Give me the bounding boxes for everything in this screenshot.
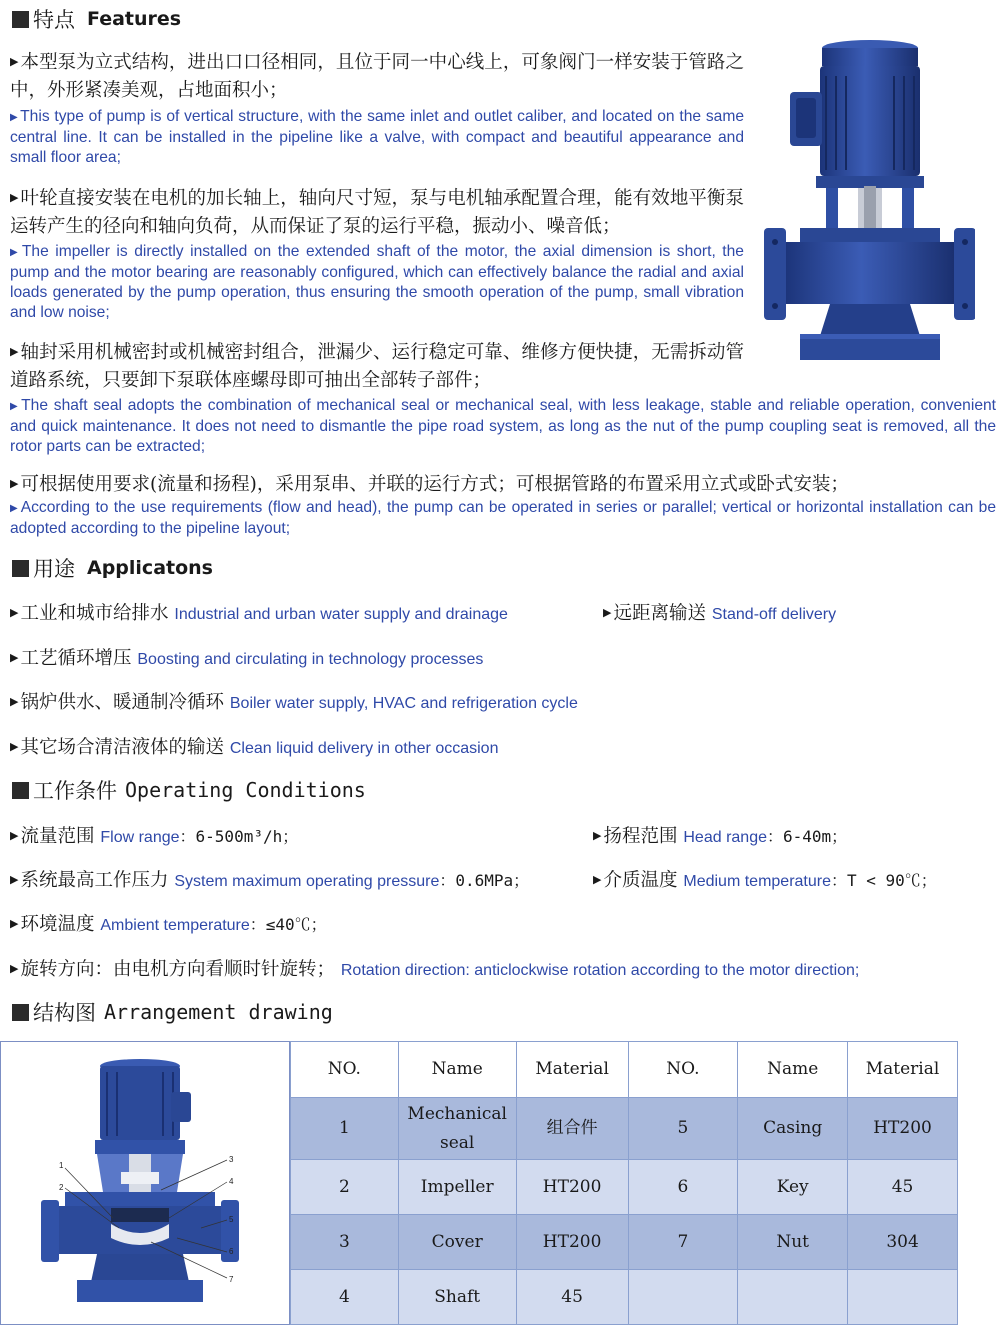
conditions-heading-zh: 工作条件 [33, 779, 117, 803]
feature-4-zh: ▶ 可根据使用要求(流量和扬程)，采用泵串、并联的运行方式；可根据管路的布置采用立式或卧式安装； [10, 474, 849, 495]
table-header-cell: Name [738, 1042, 848, 1098]
table-cell: Shaft [398, 1270, 516, 1325]
table-cell: 45 [848, 1160, 958, 1215]
triangle-bullet-icon: ▶ [10, 740, 19, 753]
triangle-bullet-icon: ▶ [10, 345, 19, 358]
square-bullet-icon [12, 782, 29, 799]
triangle-bullet-icon: ▶ [603, 606, 612, 619]
table-cell: 4 [291, 1270, 399, 1325]
triangle-bullet-icon: ▶ [10, 962, 19, 975]
condition-max-pressure: ▶ 系统最高工作压力 System maximum operating pressure：0.6MPa； [10, 870, 530, 891]
callout-7: 7 [229, 1275, 234, 1284]
application-item: ▶ 其它场合清洁液体的输送 Clean liquid delivery in other occasion [10, 737, 499, 758]
callout-6: 6 [229, 1247, 234, 1256]
table-header-cell: Material [516, 1042, 628, 1098]
table-header-cell: Name [398, 1042, 516, 1098]
arrangement-heading-zh: 结构图 [33, 1001, 96, 1025]
triangle-bullet-icon: ▶ [10, 503, 19, 514]
table-cell [628, 1270, 738, 1325]
table-cell: 1 [291, 1098, 399, 1160]
triangle-bullet-icon: ▶ [10, 112, 19, 123]
triangle-bullet-icon: ▶ [10, 829, 19, 842]
triangle-bullet-icon: ▶ [10, 247, 20, 258]
table-cell: HT200 [516, 1215, 628, 1270]
triangle-bullet-icon: ▶ [593, 873, 602, 886]
table-header-cell: NO. [628, 1042, 738, 1098]
table-cell: Mechanical seal [398, 1098, 516, 1160]
table-cell: HT200 [848, 1098, 958, 1160]
triangle-bullet-icon: ▶ [10, 651, 19, 664]
table-cell: 45 [516, 1270, 628, 1325]
triangle-bullet-icon: ▶ [10, 55, 19, 68]
table-header-row [291, 1042, 958, 1098]
features-heading-en: Features [87, 8, 182, 30]
feature-2-en: ▶ The impeller is directly installed on the extended shaft of the motor, the axial dimension is short, the pump and the motor bearing are reasonably configured, which can effectively balance the radial and axial loads generated by the pump operation, thus ensuring the smooth operation of the pump, small vibration and low noise; [10, 243, 744, 321]
table-cell: 5 [628, 1098, 738, 1160]
table-cell: Impeller [398, 1160, 516, 1215]
triangle-bullet-icon: ▶ [10, 191, 19, 204]
arrangement-drawing-panel [0, 1041, 290, 1325]
table-cell: 2 [291, 1160, 399, 1215]
table-header-cell: Material [848, 1042, 958, 1098]
triangle-bullet-icon: ▶ [10, 477, 19, 490]
condition-flow-range: ▶ 流量范围 Flow range：6-500m³/h； [10, 826, 299, 847]
condition-medium-temperature: ▶ 介质温度 Medium temperature：T < 90℃； [593, 870, 937, 891]
applications-heading-zh: 用途 [33, 557, 75, 581]
table-cell [848, 1270, 958, 1325]
triangle-bullet-icon: ▶ [10, 606, 19, 619]
feature-3-zh: ▶ 轴封采用机械密封或机械密封组合，泄漏少、运行稳定可靠、维修方便快捷，无需拆动管道路系统，只要卸下泵联体座螺母即可抽出全部转子部件； [10, 342, 744, 391]
triangle-bullet-icon: ▶ [10, 873, 19, 886]
triangle-bullet-icon: ▶ [10, 695, 19, 708]
triangle-bullet-icon: ▶ [10, 917, 19, 930]
condition-ambient-temperature: ▶ 环境温度 Ambient temperature：≤40℃； [10, 914, 327, 935]
callout-5: 5 [229, 1215, 234, 1224]
feature-3-en: ▶ The shaft seal adopts the combination of mechanical seal or mechanical seal, with less leakage, stable and reliable operation, convenient and quick maintenance. It does not need to dismantle the pipe road system, as long as the nut of the pump coupling seat is removed, all the rotor parts can be extracted; [10, 397, 996, 455]
applications-heading-en: Applicatons [87, 557, 213, 579]
features-heading [12, 4, 181, 34]
conditions-heading-en: Operating Conditions [125, 778, 366, 802]
square-bullet-icon [12, 560, 29, 577]
square-bullet-icon [12, 1004, 29, 1021]
table-row [291, 1160, 958, 1215]
application-item: ▶ 工业和城市给排水 Industrial and urban water supply and drainage [10, 603, 508, 624]
vertical-pump-image [760, 36, 975, 366]
feature-2-zh: ▶ 叶轮直接安装在电机的加长轴上，轴向尺寸短，泵与电机轴承配置合理，能有效地平衡泵运转产生的径向和轴向负荷，从而保证了泵的运行平稳，振动小、噪音低； [10, 188, 744, 237]
arrangement-heading-en: Arrangement drawing [104, 1000, 333, 1024]
applications-heading [12, 553, 213, 583]
table-cell: 6 [628, 1160, 738, 1215]
parts-material-table [290, 1041, 958, 1325]
application-item: ▶ 远距离输送 Stand-off delivery [603, 603, 837, 624]
feature-1-zh: ▶ 本型泵为立式结构，进出口口径相同，且位于同一中心线上，可象阀门一样安装于管路之中，外形紧凑美观，占地面积小； [10, 52, 744, 101]
table-row [291, 1270, 958, 1325]
table-cell [738, 1270, 848, 1325]
table-cell: Nut [738, 1215, 848, 1270]
application-item: ▶ 工艺循环增压 Boosting and circulating in technology processes [10, 648, 484, 669]
triangle-bullet-icon: ▶ [10, 401, 20, 412]
square-bullet-icon [12, 11, 29, 28]
table-cell: 7 [628, 1215, 738, 1270]
table-cell: Key [738, 1160, 848, 1215]
table-cell: Casing [738, 1098, 848, 1160]
table-cell: HT200 [516, 1160, 628, 1215]
table-cell: 3 [291, 1215, 399, 1270]
feature-1-en: ▶ This type of pump is of vertical structure, with the same inlet and outlet caliber, and located on the same central line. It can be installed in the pipeline like a valve, with compact and beautiful appearance and small floor area; [10, 108, 744, 166]
table-cell: 304 [848, 1215, 958, 1270]
callout-3: 3 [229, 1155, 234, 1164]
callout-2: 2 [59, 1183, 64, 1192]
table-cell: Cover [398, 1215, 516, 1270]
table-cell: 组合件 [516, 1098, 628, 1160]
features-heading-zh: 特点 [33, 8, 75, 32]
callout-4: 4 [229, 1177, 234, 1186]
application-item: ▶ 锅炉供水、暖通制冷循环 Boiler water supply, HVAC and refrigeration cycle [10, 692, 578, 713]
feature-4-en: ▶ According to the use requirements (flow and head), the pump can be operated in series or parallel; vertical or horizontal installation can be adopted according to the pipeline layout; [10, 499, 996, 537]
triangle-bullet-icon: ▶ [593, 829, 602, 842]
condition-head-range: ▶ 扬程范围 Head range：6-40m； [593, 826, 848, 847]
pump-cutaway-drawing [1, 1042, 289, 1324]
arrangement-heading [12, 997, 333, 1027]
conditions-heading [12, 775, 366, 805]
callout-1: 1 [59, 1161, 64, 1170]
table-row [291, 1098, 958, 1160]
table-row [291, 1215, 958, 1270]
table-header-cell: NO. [291, 1042, 399, 1098]
condition-rotation-direction: ▶ 旋转方向：由电机方向看顺时针旋转； Rotation direction: anticlockwise rotation according to the motor direction; [10, 959, 860, 980]
